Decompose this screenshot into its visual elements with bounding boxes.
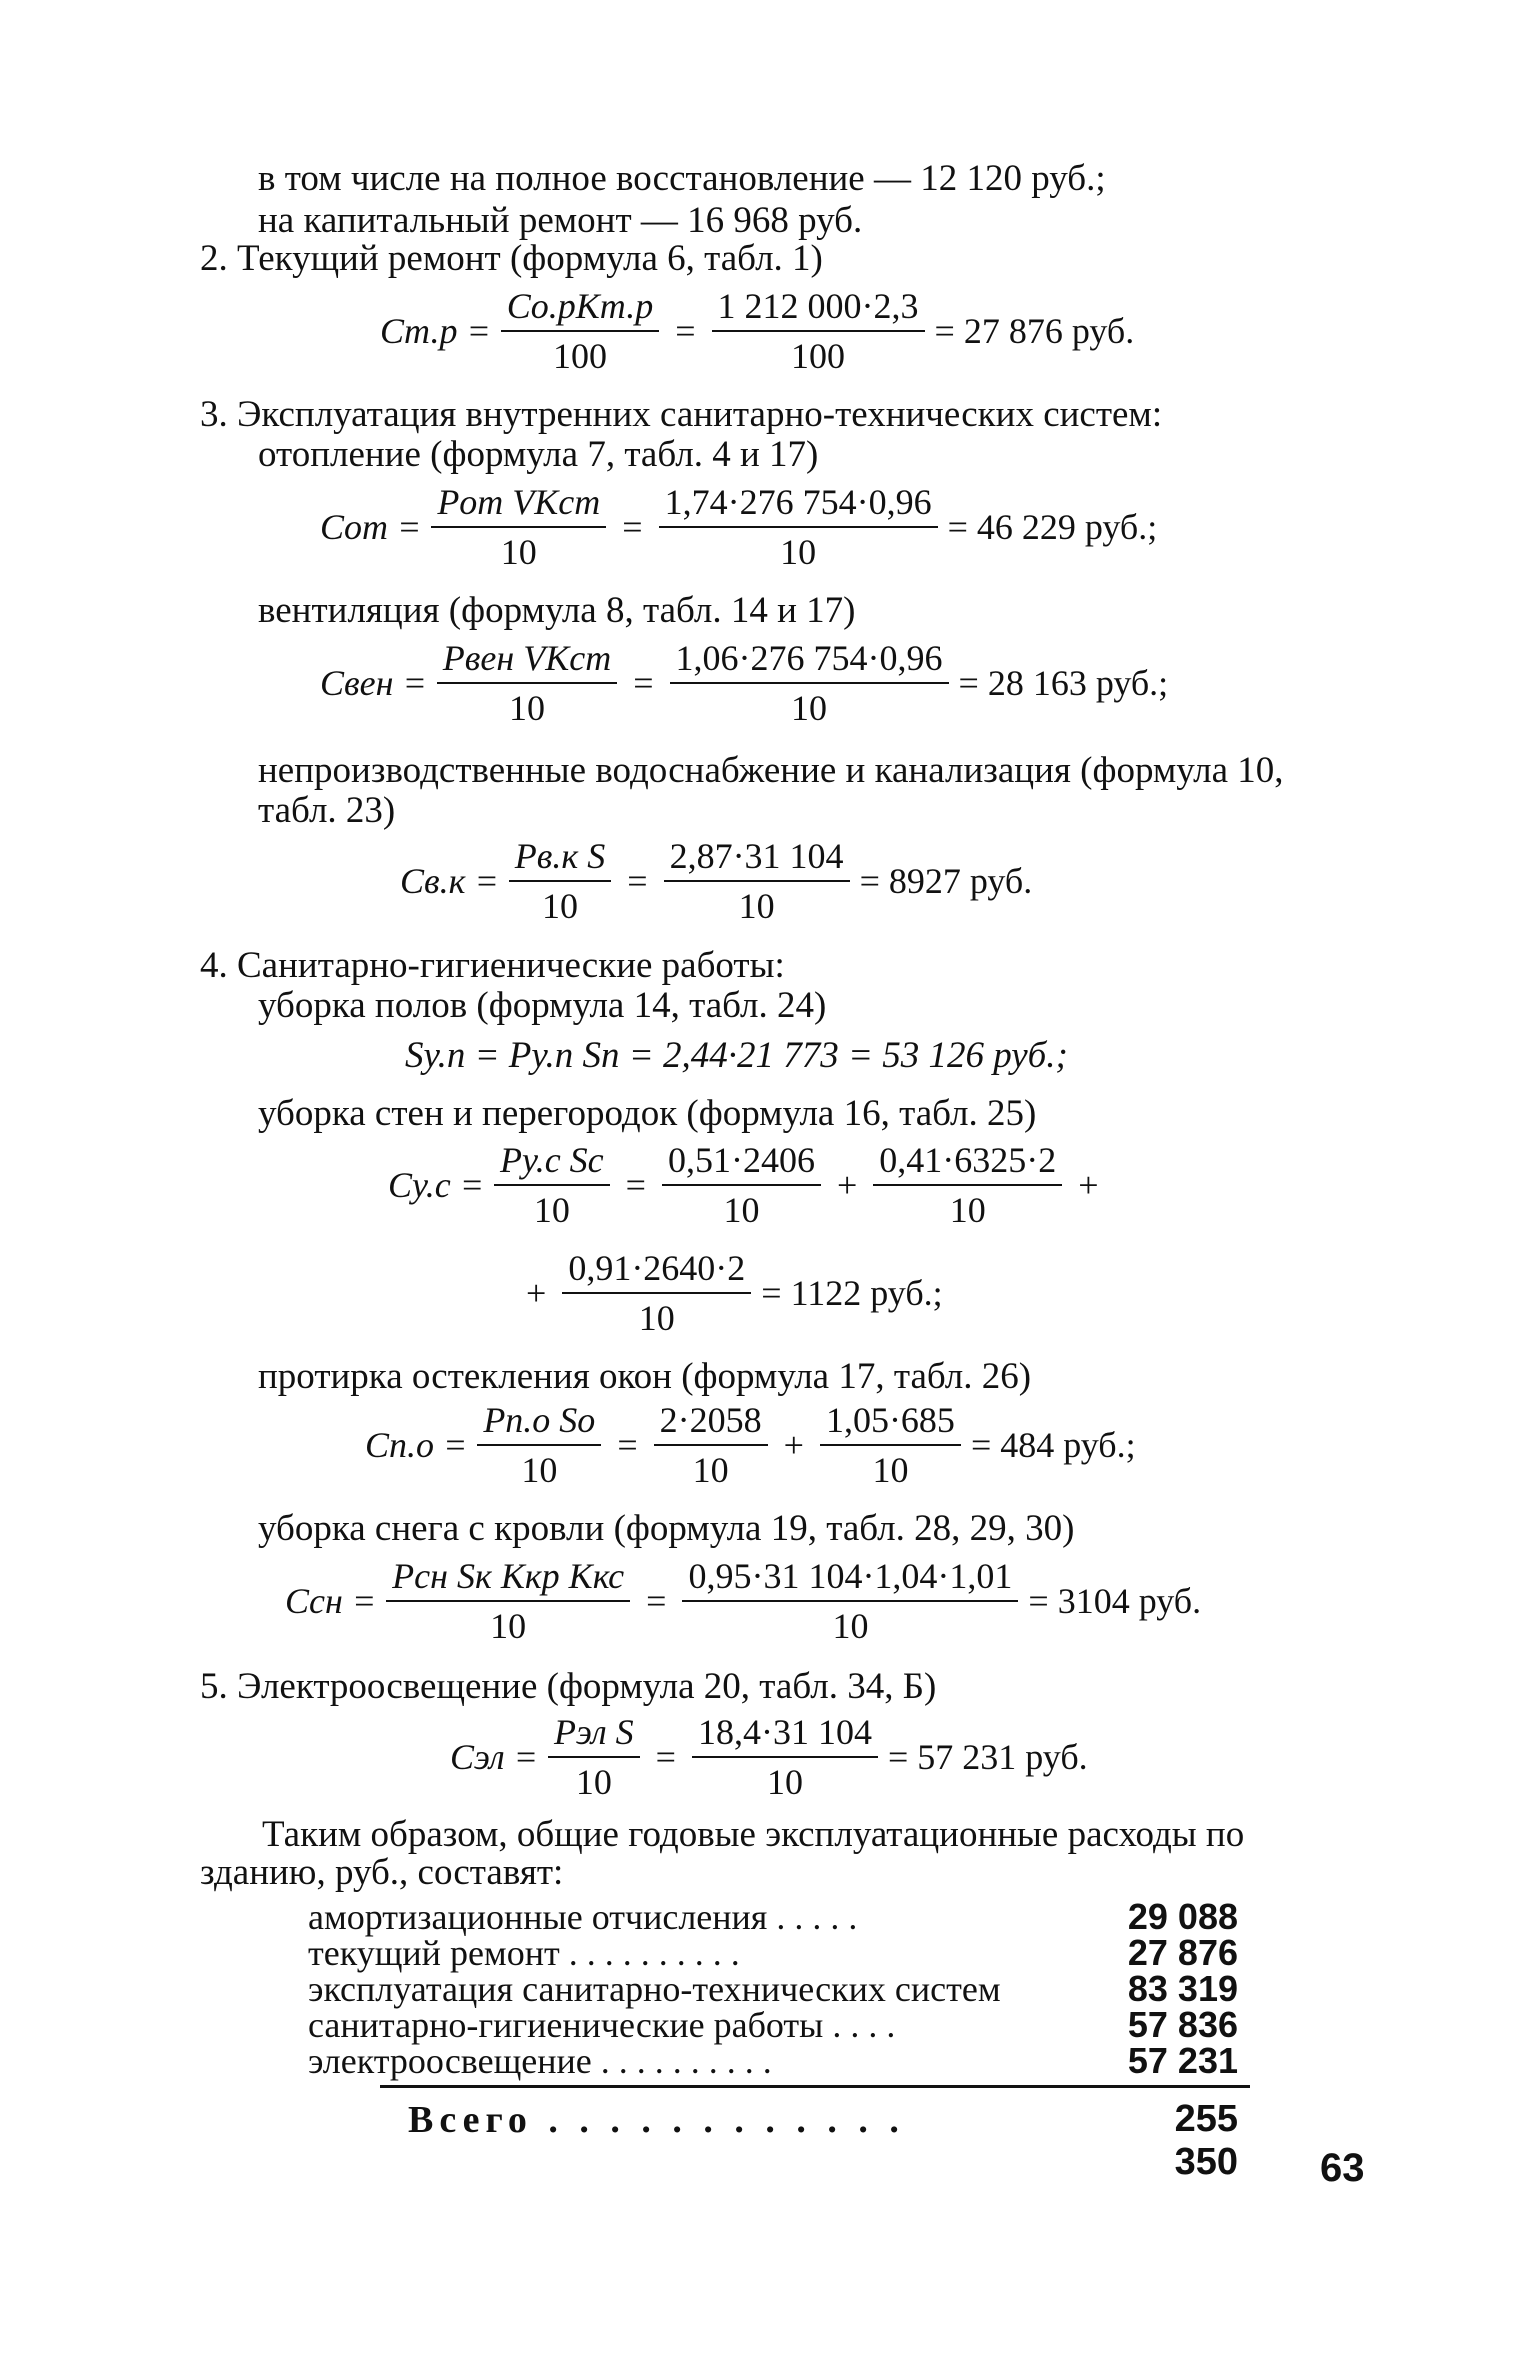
plus-sign: + xyxy=(1078,1165,1099,1205)
formula-floor-cleaning: Sу.п = Pу.п Sп = 2,44·21 773 = 53 126 руб.; xyxy=(405,1035,1068,1076)
formula-lhs: Cу.с = xyxy=(388,1165,484,1205)
formula-lhs: Cот = xyxy=(320,507,422,547)
denominator: 10 xyxy=(575,1762,612,1802)
denominator: 10 xyxy=(509,688,545,728)
summary-value: 27 876 xyxy=(1127,1932,1238,1973)
denominator: 10 xyxy=(533,1190,570,1230)
summary-row xyxy=(308,1898,1238,1936)
numerator: 1 212 000·2,3 xyxy=(712,286,925,332)
formula-lhs: Cсн = xyxy=(285,1581,377,1621)
formula-result: = 484 руб.; xyxy=(970,1425,1136,1465)
formula-current-repair: Cт.р = $\frac{\text{Co.pKт.p}}{100}$ = $\frac{1 212 000\cdot 2,3}{100}$ = 27 876 руб. xyxy=(380,286,1135,376)
section-heading: 5. Электроосвещение (формула 20, табл. 34, Б) xyxy=(200,1666,937,1707)
text-line: табл. 23) xyxy=(258,790,396,831)
denominator: 10 xyxy=(723,1190,760,1230)
fraction xyxy=(712,286,925,376)
fraction xyxy=(477,1400,601,1490)
fraction xyxy=(437,638,617,728)
summary-value: 29 088 xyxy=(1127,1896,1238,1937)
plus-sign: + xyxy=(783,1425,804,1465)
numerator: Pп.о Sо xyxy=(477,1400,601,1446)
formula-ventilation: Cвен = $\frac{\text{Pвен VKст}}{10}$ = $\frac{1,06\cdot 276 754\cdot 0,96}{10}$ = 28 163 руб.; xyxy=(320,638,1169,728)
fraction xyxy=(654,1400,768,1490)
denominator: 100 xyxy=(791,336,846,376)
summary-value: 57 231 xyxy=(1127,2040,1238,2081)
numerator: Pу.с Sс xyxy=(494,1140,610,1186)
denominator: 10 xyxy=(791,688,828,728)
text-line: уборка стен и перегородок (формула 16, табл. 25) xyxy=(258,1093,1037,1134)
numerator: Pсн Sк Kкр Kкс xyxy=(386,1556,630,1602)
numerator: 0,51·2406 xyxy=(662,1140,821,1186)
formula-lhs: Cвен = xyxy=(320,663,427,703)
numerator: Pэл S xyxy=(548,1712,640,1758)
fraction xyxy=(662,1140,821,1230)
total-label: Всего . . . . . . . . . . . . xyxy=(408,2099,905,2141)
plus-sign: + xyxy=(526,1273,547,1313)
summary-label: эксплуатация санитарно-технических систем xyxy=(308,1969,1001,2009)
text-line: уборка полов (формула 14, табл. 24) xyxy=(258,985,827,1026)
denominator: 10 xyxy=(872,1450,909,1490)
numerator: 0,91·2640·2 xyxy=(562,1248,751,1294)
numerator: Pвен VKст xyxy=(437,638,617,684)
total-divider xyxy=(380,2085,1250,2088)
fraction xyxy=(501,286,659,376)
fraction xyxy=(431,482,606,572)
denominator: 10 xyxy=(490,1606,527,1646)
formula-result: = 8927 руб. xyxy=(859,861,1033,901)
text-line: непроизводственные водоснабжение и канализация (формула 10, xyxy=(258,750,1284,791)
formula-lhs: Cп.о = xyxy=(365,1425,468,1465)
fraction xyxy=(664,836,850,926)
denominator: 100 xyxy=(552,336,607,376)
denominator: 10 xyxy=(500,532,537,572)
fraction xyxy=(562,1248,751,1338)
summary-row xyxy=(308,1934,1238,1972)
formula-lhs: Cэл = xyxy=(450,1737,538,1777)
formula-result: = 57 231 руб. xyxy=(887,1737,1088,1777)
text-line: отопление (формула 7, табл. 4 и 17) xyxy=(258,434,819,475)
formula-heating: Cот = $\frac{\text{Pот VKст}}{10}$ = $\frac{1,74\cdot 276 754\cdot 0,96}{10}$ = 46 229 руб.; xyxy=(320,482,1158,572)
fraction xyxy=(548,1712,640,1802)
plus-sign: + xyxy=(836,1165,858,1205)
numerator: 18,4·31 104 xyxy=(692,1712,878,1758)
summary-label: текущий ремонт . . . . . . . . . . xyxy=(308,1933,740,1973)
formula-snow-removal: Cсн = $\frac{\text{Pсн Sк Kкр Kкс}}{10}$ = $\frac{0,95\cdot 31 104\cdot 1,04\cdot 1,01}{10}$ = 3104 руб. xyxy=(285,1556,1202,1646)
fraction xyxy=(659,482,938,572)
text-line: зданию, руб., составят: xyxy=(200,1852,564,1893)
denominator: 10 xyxy=(638,1298,675,1338)
summary-label: амортизационные отчисления . . . . . xyxy=(308,1897,858,1937)
summary-label: электроосвещение . . . . . . . . . . xyxy=(308,2041,772,2081)
denominator: 10 xyxy=(766,1762,803,1802)
denominator: 10 xyxy=(738,886,775,926)
summary-value: 57 836 xyxy=(1127,2004,1238,2045)
summary-row xyxy=(308,1970,1238,2008)
fraction xyxy=(670,638,949,728)
fraction xyxy=(873,1140,1062,1230)
section-heading: 3. Эксплуатация внутренних санитарно-технических систем: xyxy=(200,394,1163,435)
text-line: уборка снега с кровли (формула 19, табл. 28, 29, 30) xyxy=(258,1508,1075,1549)
fraction xyxy=(820,1400,961,1490)
denominator: 10 xyxy=(521,1450,558,1490)
formula-result: = 1122 руб.; xyxy=(761,1273,943,1313)
formula-window-cleaning: Cп.о = $\frac{\text{Pп.о Sо}}{10}$ = $\frac{2\cdot 2058}{10}$ + $\frac{1,05\cdot 685}{10}$ = 484 руб.; xyxy=(365,1400,1136,1490)
formula-water-sewage: Cв.к = $\frac{\text{Pв.к S}}{10}$ = $\frac{2,87\cdot 31 104}{10}$ = 8927 руб. xyxy=(400,836,1033,926)
fraction xyxy=(509,836,611,926)
formula-result: = 28 163 руб.; xyxy=(958,663,1169,703)
fraction xyxy=(692,1712,878,1802)
text-line: Таким образом, общие годовые эксплуатационные расходы по xyxy=(262,1814,1245,1855)
denominator: 10 xyxy=(949,1190,986,1230)
numerator: 0,41·6325·2 xyxy=(873,1140,1062,1186)
formula-wall-cleaning-cont xyxy=(520,1248,943,1338)
formula-result: = 46 229 руб.; xyxy=(947,507,1158,547)
formula-lighting: Cэл = $\frac{\text{Pэл S}}{10}$ = $\frac{18,4\cdot 31 104}{10}$ = 57 231 руб. xyxy=(450,1712,1088,1802)
numerator: 1,74·276 754·0,96 xyxy=(659,482,938,528)
page-number: 63 xyxy=(1320,2146,1365,2190)
numerator: Pот VKст xyxy=(431,482,606,528)
fraction xyxy=(494,1140,610,1230)
text-line: протирка остекления окон (формула 17, табл. 26) xyxy=(258,1356,1032,1397)
section-heading: 2. Текущий ремонт (формула 6, табл. 1) xyxy=(200,238,823,279)
denominator: 10 xyxy=(780,532,817,572)
text-line: на капитальный ремонт — 16 968 руб. xyxy=(258,200,863,241)
numerator: 1,05·685 xyxy=(820,1400,961,1446)
numerator: Pв.к S xyxy=(509,836,611,882)
fraction xyxy=(386,1556,630,1646)
formula-lhs: Cт.р = xyxy=(380,311,491,351)
text-line: вентиляция (формула 8, табл. 14 и 17) xyxy=(258,590,856,631)
fraction xyxy=(682,1556,1018,1646)
summary-row xyxy=(308,2042,1238,2080)
numerator: 0,95·31 104·1,04·1,01 xyxy=(682,1556,1018,1602)
formula-lhs: Cв.к = xyxy=(400,861,499,901)
section-heading: 4. Санитарно-гигиенические работы: xyxy=(200,945,785,986)
formula-wall-cleaning: Cу.с = $\frac{\text{Pу.с Sс}}{10}$ = $\frac{0,51\cdot 2406}{10}$ + $\frac{0,41\cdot 6325\cdot 2}{10}$ + xyxy=(388,1140,1099,1230)
summary-label: санитарно-гигиенические работы . . . . xyxy=(308,2005,896,2045)
denominator: 10 xyxy=(542,886,579,926)
denominator: 10 xyxy=(832,1606,869,1646)
text-line: в том числе на полное восстановление — 12 120 руб.; xyxy=(258,158,1106,199)
formula-result: = 27 876 руб. xyxy=(934,311,1135,351)
numerator: 1,06·276 754·0,96 xyxy=(670,638,949,684)
numerator: 2·2058 xyxy=(654,1400,768,1446)
total-value: 255 350 xyxy=(1174,2098,1238,2183)
numerator: 2,87·31 104 xyxy=(664,836,850,882)
denominator: 10 xyxy=(692,1450,729,1490)
numerator: Co.pKт.p xyxy=(501,286,659,332)
summary-row xyxy=(308,2006,1238,2044)
formula-result: = 3104 руб. xyxy=(1028,1581,1202,1621)
summary-total-row xyxy=(408,2098,1238,2184)
summary-value: 83 319 xyxy=(1127,1968,1238,2009)
